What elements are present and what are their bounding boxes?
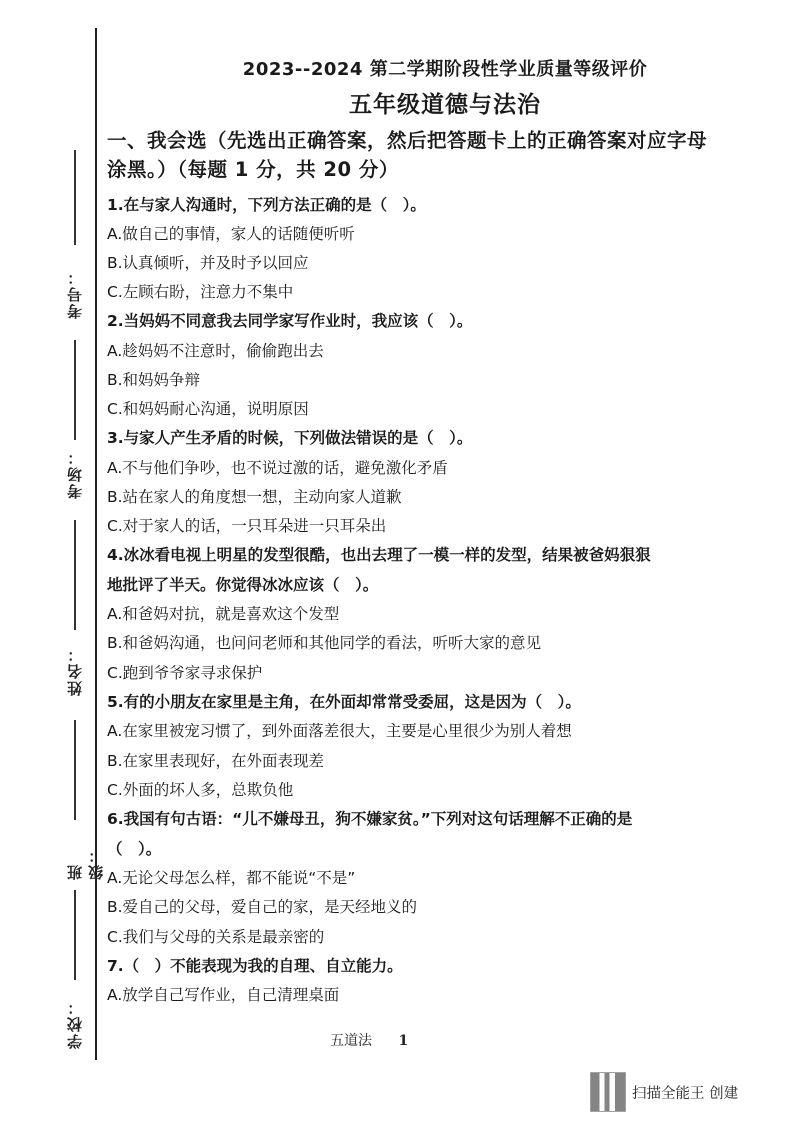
question-6-option-a: A.无论父母怎么样，都不能说“不是” xyxy=(107,869,356,887)
exam-title: 2023--2024 第二学期阶段性学业质量等级评价 xyxy=(242,59,648,80)
watermark-text: 扫描全能王 创建 xyxy=(632,1085,739,1102)
class-field xyxy=(52,720,105,880)
section-heading xyxy=(107,126,707,184)
question-3-option-b: B.站在家人的角度想一想，主动向家人道歉 xyxy=(107,488,402,506)
question-3-option-a: A.不与他们争吵，也不说过激的话，避免激化矛盾 xyxy=(107,459,448,477)
section-heading-line1: 一、我会选（先选出正确答案，然后把答题卡上的正确答案对应字母 xyxy=(107,129,708,152)
question-6-option-b: B.爱自己的父母，爱自己的家，是天经地义的 xyxy=(107,898,418,916)
exam-number-underline xyxy=(74,150,76,245)
exam-number-field xyxy=(52,150,92,330)
name-label: 姓名： xyxy=(66,645,84,696)
question-2-option-c: C.和妈妈耐心沟通，说明原因 xyxy=(107,400,309,418)
footer-course-code: 五道法 xyxy=(330,1033,372,1049)
question-2-option-a: A.趁妈妈不注意时，偷偷跑出去 xyxy=(107,342,324,360)
question-6-option-c: C.我们与父母的关系是最亲密的 xyxy=(107,928,325,946)
class-label: 班级： xyxy=(66,846,105,880)
question-3-stem: 3.与家人产生矛盾的时候，下列做法错误的是（ ）。 xyxy=(107,429,473,447)
scanner-watermark xyxy=(590,1070,790,1114)
question-7-option-a: A.放学自己写作业，自己清理桌面 xyxy=(107,986,340,1004)
question-2-stem: 2.当妈妈不同意我去同学家写作业时，我应该（ ）。 xyxy=(107,312,473,330)
question-4-stem-line1: 4.冰冰看电视上明星的发型很酷，也出去理了一模一样的发型，结果被爸妈狠狠 xyxy=(107,546,651,564)
exam-number-label: 考号： xyxy=(66,268,84,319)
question-1-stem: 1.在与家人沟通时，下列方法正确的是（ ）。 xyxy=(107,196,426,214)
page-number: 1 xyxy=(398,1033,409,1049)
question-4-option-c: C.跑到爷爷家寻求保护 xyxy=(107,664,263,682)
exam-room-label: 考场： xyxy=(66,448,84,499)
question-5-option-a: A.在家里被宠习惯了，到外面落差很大，主要是心里很少为别人着想 xyxy=(107,722,572,740)
question-2-option-b: B.和妈妈争辩 xyxy=(107,371,201,389)
question-4-option-b: B.和爸妈沟通，也问问老师和其他同学的看法，听听大家的意见 xyxy=(107,634,542,652)
question-1-option-c: C.左顾右盼，注意力不集中 xyxy=(107,283,294,301)
question-6-stem-line2: （ ）。 xyxy=(107,840,162,858)
binding-line xyxy=(95,28,97,1060)
question-4-option-a: A.和爸妈对抗，就是喜欢这个发型 xyxy=(107,605,340,623)
exam-room-underline xyxy=(74,340,76,440)
question-4-stem-line2: 地批评了半天。你觉得冰冰应该（ ）。 xyxy=(107,576,379,594)
question-5-option-c: C.外面的坏人多，总欺负他 xyxy=(107,781,294,799)
question-3-option-c: C.对于家人的话，一只耳朵进一只耳朵出 xyxy=(107,517,387,535)
question-1-option-b: B.认真倾听，并及时予以回应 xyxy=(107,254,309,272)
question-5-stem: 5.有的小朋友在家里是主角，在外面却常常受委屈，这是因为（ ）。 xyxy=(107,693,581,711)
school-underline xyxy=(74,890,76,980)
question-7-stem: 7.（ ）不能表现为我的自理、自立能力。 xyxy=(107,957,403,975)
school-field xyxy=(52,890,92,1050)
question-6-stem-line1: 6.我国有句古语：“儿不嫌母丑，狗不嫌家贫。”下列对这句话理解不正确的是 xyxy=(107,810,633,828)
qr-code-icon xyxy=(590,1072,626,1112)
school-label: 学校： xyxy=(66,998,84,1049)
class-underline xyxy=(74,720,76,820)
exam-room-field xyxy=(52,340,92,520)
page-footer xyxy=(330,1030,408,1050)
question-1-option-a: A.做自己的事情，家人的话随便听听 xyxy=(107,225,355,243)
question-5-option-b: B.在家里表现好，在外面表现差 xyxy=(107,752,325,770)
section-heading-line2: 涂黑。）（每题 1 分，共 20 分） xyxy=(107,158,399,181)
name-underline xyxy=(74,520,76,630)
name-field xyxy=(52,520,92,720)
subject-title: 五年级道德与法治 xyxy=(349,92,541,118)
